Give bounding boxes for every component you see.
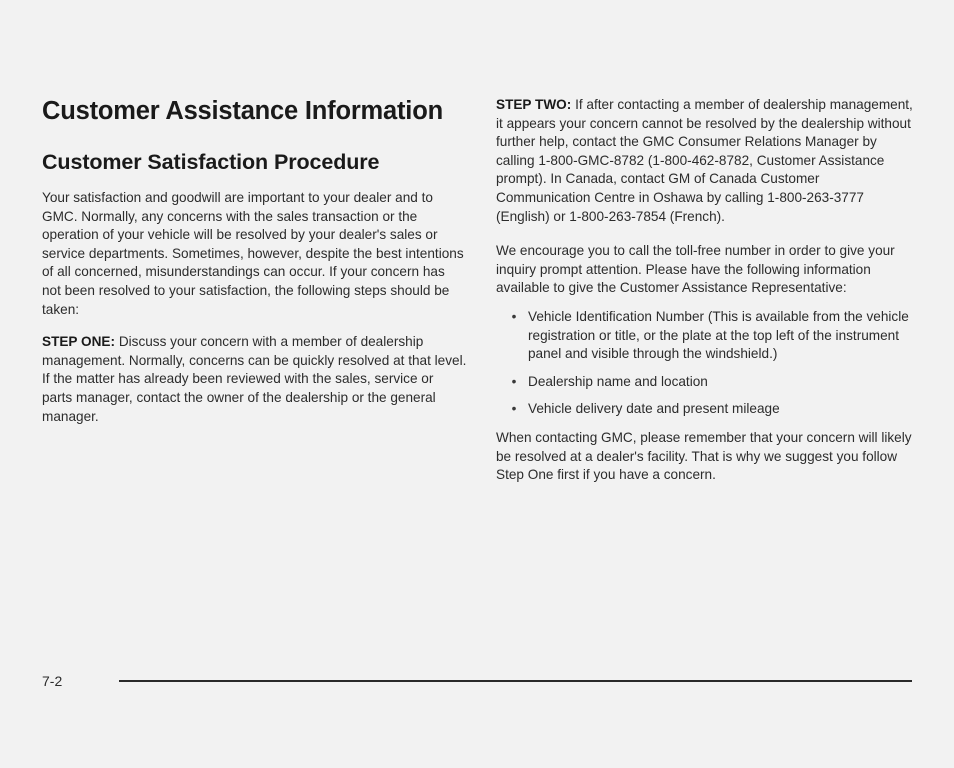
list-item — [511, 400, 914, 419]
bullet-icon: • — [511, 373, 517, 389]
intro-paragraph: Your satisfaction and goodwill are important to your dealer and to GMC. Normally, any concerns with the sales transaction or the operation of your vehicle will be resolved by your dealer's sales or service departments. Sometimes, however, despite the best intentions of all concerned, misunderstandings can occur. If your concern has not been resolved to your satisfaction, the following steps should be taken: — [42, 190, 464, 317]
encourage-paragraph: We encourage you to call the toll-free number in order to give your inquiry prompt attention. Please have the following information available to give the Customer Assistance Representative: — [496, 243, 895, 296]
list-item-text: Dealership name and location — [528, 373, 708, 389]
step-two-label: STEP TWO: — [496, 97, 572, 112]
left-column — [42, 96, 467, 426]
list-item — [511, 308, 914, 364]
bullet-icon: • — [511, 308, 517, 324]
step-two-paragraph — [496, 96, 914, 226]
info-list — [496, 308, 914, 419]
contact-note-paragraph: When contacting GMC, please remember that your concern will likely be resolved at a dealer's facility. That is why we suggest you follow Step One first if you have a concern. — [496, 429, 912, 483]
list-item-text: Vehicle delivery date and present mileage — [528, 401, 780, 417]
step-one-label: STEP ONE: — [42, 334, 116, 350]
footer-divider — [119, 680, 912, 682]
section-heading: Customer Satisfaction Procedure — [42, 150, 380, 174]
right-column — [496, 96, 914, 485]
list-item — [511, 373, 914, 392]
bullet-icon: • — [511, 401, 517, 417]
page-number: 7-2 — [42, 673, 63, 689]
step-one-text: Discuss your concern with a member of dealership management. Normally, concerns can be quickly resolved at that level. If the matter has already been reviewed with the sales, service or parts manager, contact the owner of the dealership or the general manager. — [42, 334, 467, 424]
step-one-paragraph — [42, 333, 467, 426]
step-two-text: If after contacting a member of dealership management, it appears your concern cannot be resolved by the dealership without further help, contact the GMC Consumer Relations Manager by calling 1-800-GMC-8782 (1-800-462-8782, Customer Assistance prompt). In Canada, contact GM of Canada Customer Communication Centre in Oshawa by calling 1-800-263-3777 (English) or 1-800-263-7854 (French). — [496, 97, 913, 224]
page-title: Customer Assistance Information — [42, 97, 443, 125]
list-item-text: Vehicle Identification Number (This is available from the vehicle registration or title, or the plate at the top left of the instrument panel and visible through the windshield.) — [528, 308, 909, 362]
